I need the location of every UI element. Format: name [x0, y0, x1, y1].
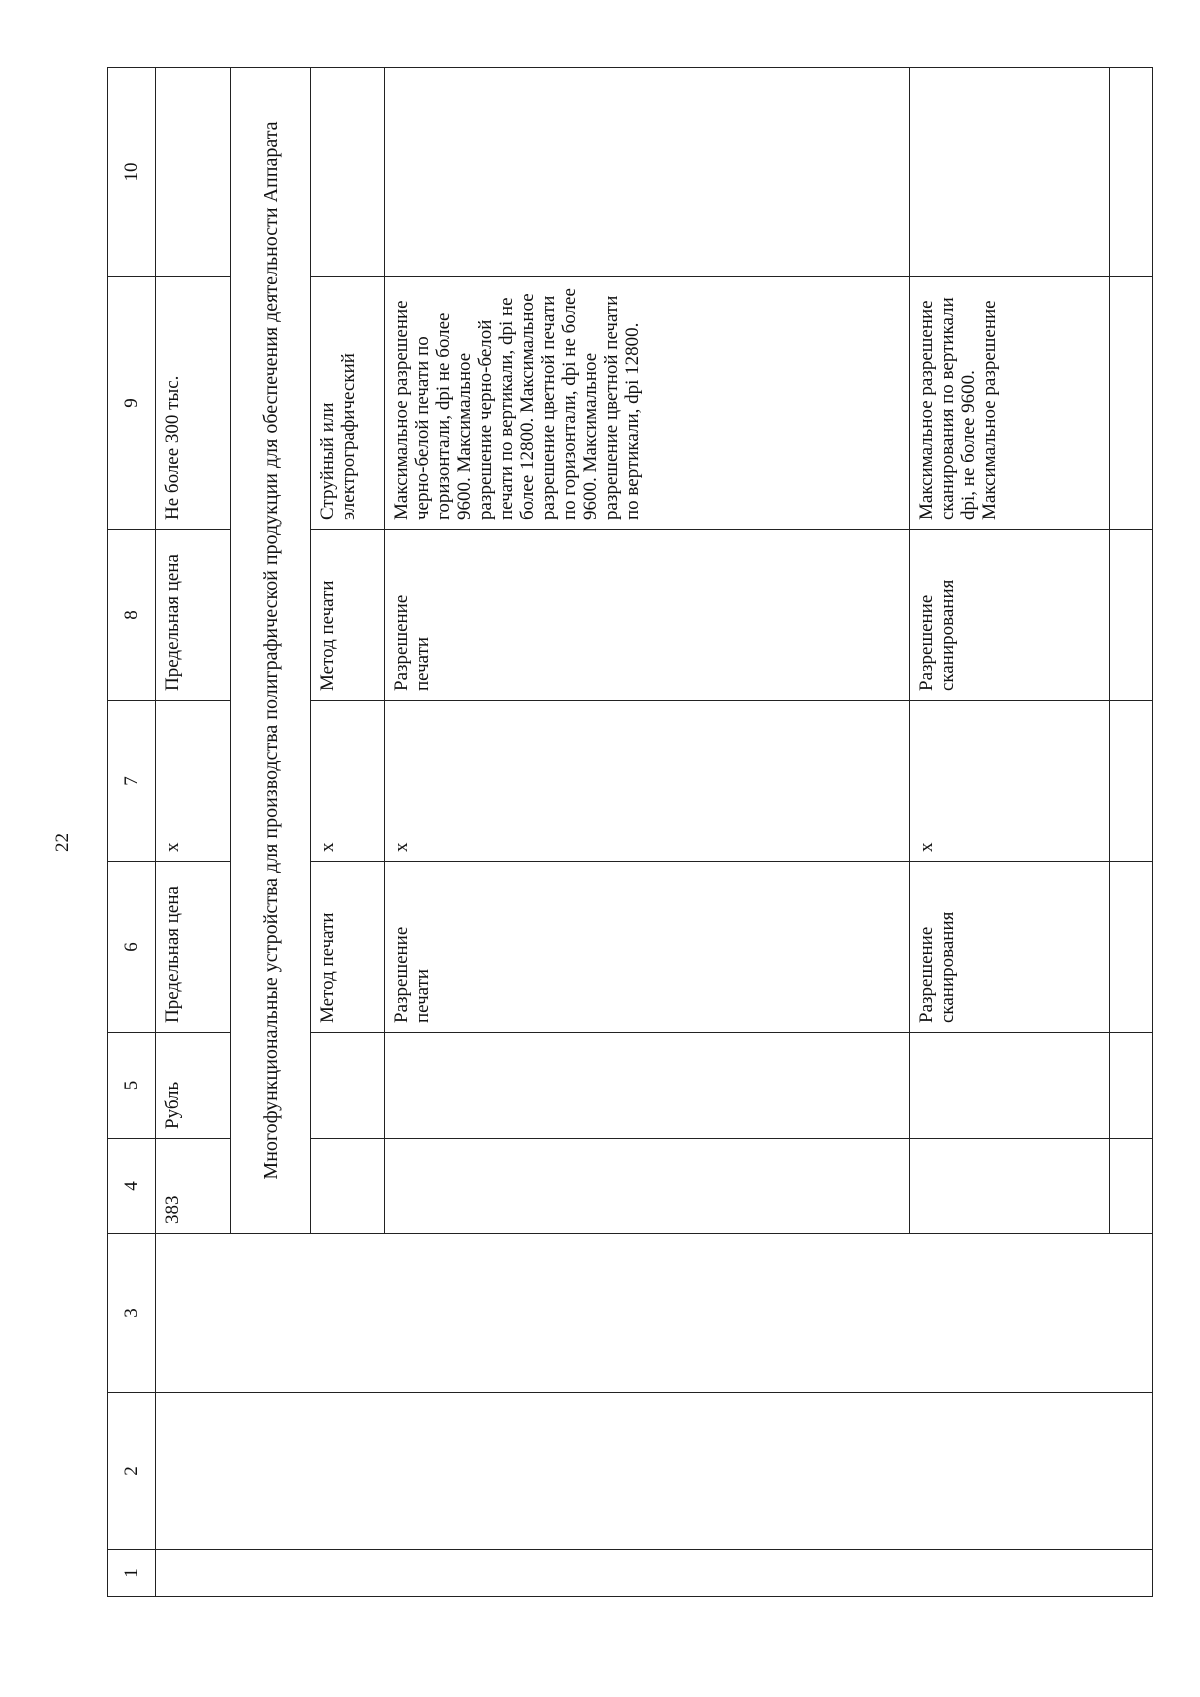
code-cell	[311, 1139, 385, 1234]
column-number: 4	[108, 1139, 156, 1234]
code-cell	[910, 1139, 1110, 1234]
characteristic-2-cell: Метод печати	[311, 530, 385, 701]
unit-cell	[1110, 1033, 1153, 1139]
cell-col-10	[1110, 68, 1153, 277]
column-number-row	[108, 68, 156, 1597]
characteristic-2-cell: Разрешение печати	[385, 530, 910, 701]
value-mark-cell: x	[910, 701, 1110, 862]
value-2-cell	[1110, 277, 1153, 530]
characteristic-2-cell: Разрешение сканирования	[910, 530, 1110, 701]
cell-col-3	[156, 1234, 1153, 1393]
column-number: 9	[108, 277, 156, 530]
column-number: 7	[108, 701, 156, 862]
characteristic-2-cell: Предельная цена	[156, 530, 231, 701]
value-mark-cell: x	[156, 701, 231, 862]
characteristic-cell: Метод печати	[311, 862, 385, 1033]
value-2-cell: Струйный или электрографический	[311, 277, 385, 530]
cell-col-2	[156, 1393, 1153, 1550]
cell-col-10	[311, 68, 385, 277]
cell-col-10	[156, 68, 231, 277]
unit-cell	[311, 1033, 385, 1139]
characteristic-cell: Разрешение печати	[385, 862, 910, 1033]
value-mark-cell: x	[385, 701, 910, 862]
column-number: 10	[108, 68, 156, 277]
column-number: 8	[108, 530, 156, 701]
section-title: Многофункциональные устройства для производства полиграфической продукции для обеспечения деятельности Аппарата	[231, 68, 311, 1234]
code-cell	[1110, 1139, 1153, 1234]
column-number: 2	[108, 1393, 156, 1550]
value-mark-cell	[1110, 701, 1153, 862]
characteristic-2-cell	[1110, 530, 1153, 701]
column-number: 3	[108, 1234, 156, 1393]
code-cell	[385, 1139, 910, 1234]
cell-col-10	[910, 68, 1110, 277]
value-2-cell: Не более 300 тыс.	[156, 277, 231, 530]
price-row	[156, 68, 231, 1597]
value-mark-cell: x	[311, 701, 385, 862]
column-number: 6	[108, 862, 156, 1033]
rotated-table-container	[107, 68, 1152, 1597]
cell-col-1	[156, 1550, 1153, 1597]
column-number: 1	[108, 1550, 156, 1597]
specification-table	[107, 67, 1153, 1597]
page-number: 22	[52, 833, 73, 852]
characteristic-cell: Предельная цена	[156, 862, 231, 1033]
characteristic-cell	[1110, 862, 1153, 1033]
specification-table-area	[107, 68, 1152, 1597]
cell-col-10	[385, 68, 910, 277]
unit-cell	[385, 1033, 910, 1139]
unit-cell: Рубль	[156, 1033, 231, 1139]
value-2-cell: Максимальное разрешение сканирования по вертикали dpi, не более 9600. Максимальное разрешение	[910, 277, 1110, 530]
value-2-cell: Максимальное разрешение черно-белой печати по горизонтали, dpi не более 9600. Максимальное разрешение черно-белой печати по вертикали, dpi не более 12800. Максимальное разрешение цветной печати по горизонтали, dpi не более 9600. Максимальное разрешение цветной печати по вертикали, dpi 12800.	[385, 277, 910, 530]
column-number: 5	[108, 1033, 156, 1139]
unit-cell	[910, 1033, 1110, 1139]
characteristic-cell: Разрешение сканирования	[910, 862, 1110, 1033]
code-cell: 383	[156, 1139, 231, 1234]
